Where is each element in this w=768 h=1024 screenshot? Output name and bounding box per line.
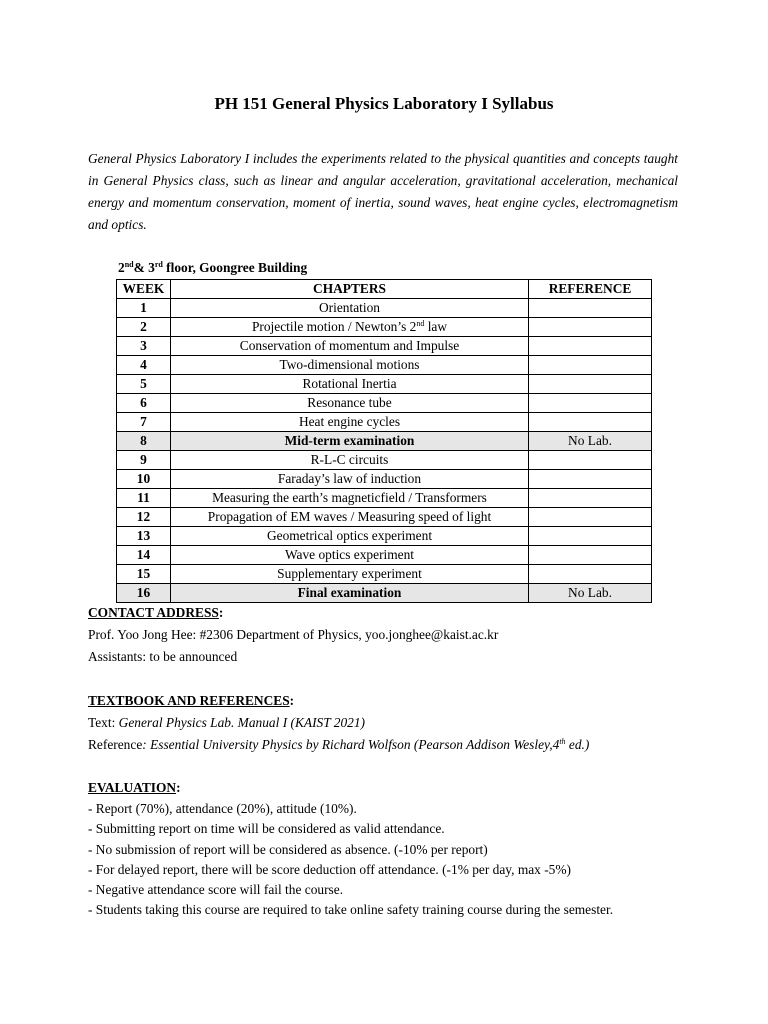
textbook-reference-sup: th: [559, 737, 566, 746]
reference-cell: [529, 299, 652, 318]
chapter-cell: Faraday’s law of induction: [171, 470, 529, 489]
week-cell: 2: [117, 318, 171, 337]
reference-cell: [529, 337, 652, 356]
chapter-cell: Wave optics experiment: [171, 546, 529, 565]
header-week: WEEK: [117, 280, 171, 299]
textbook-reference-label: Reference: [88, 737, 143, 752]
table-row: [117, 413, 652, 432]
week-cell: 3: [117, 337, 171, 356]
week-cell: 13: [117, 527, 171, 546]
intro-paragraph: General Physics Laboratory I includes the experiments related to the physical quantities and concepts taught in General Physics class, such as linear and angular acceleration, gravitational acceleration, mechanical energy and momentum conservation, moment of inertia, sound waves, heat engine cycles, electromagnetism and optics.: [88, 151, 678, 232]
table-row: [117, 432, 652, 451]
reference-cell: [529, 470, 652, 489]
chapter-cell: Rotational Inertia: [171, 375, 529, 394]
evaluation-heading: [88, 777, 678, 799]
schedule-header-row: [117, 280, 652, 299]
chapter-cell: Propagation of EM waves / Measuring speed of light: [171, 508, 529, 527]
table-row: [117, 584, 652, 603]
week-cell: 11: [117, 489, 171, 508]
textbook-heading-colon: :: [289, 693, 295, 708]
chapter-cell: Mid-term examination: [171, 432, 529, 451]
location-rest: floor, Goongree Building: [162, 260, 308, 275]
location-label: [118, 259, 307, 277]
week-cell: 12: [117, 508, 171, 527]
textbook-section: [88, 690, 678, 756]
contact-professor: Prof. Yoo Jong Hee: #2306 Department of Physics, yoo.jonghee@kaist.ac.kr: [88, 627, 499, 642]
location-floor-1: 2: [118, 260, 125, 275]
evaluation-heading-text: EVALUATION: [88, 780, 177, 795]
table-row: [117, 394, 652, 413]
reference-cell: [529, 451, 652, 470]
reference-cell: No Lab.: [529, 432, 652, 451]
week-cell: 8: [117, 432, 171, 451]
evaluation-item: - For delayed report, there will be score deduction off attendance. (-1% per day, max -5%): [88, 861, 571, 877]
table-row: [117, 527, 652, 546]
schedule-body: [117, 299, 652, 603]
reference-cell: [529, 565, 652, 584]
evaluation-item: - No submission of report will be considered as absence. (-10% per report): [88, 841, 488, 857]
chapter-text: Projectile motion / Newton’s 2: [251, 319, 417, 334]
reference-cell: [529, 508, 652, 527]
table-row: [117, 546, 652, 565]
table-row: [117, 318, 652, 337]
textbook-text-label: Text:: [88, 715, 119, 730]
chapter-cell: Supplementary experiment: [171, 565, 529, 584]
contact-heading-text: CONTACT ADDRESS: [88, 605, 219, 620]
textbook-text-value: General Physics Lab. Manual I (KAIST 2021): [118, 715, 366, 730]
table-row: [117, 451, 652, 470]
chapter-cell: Conservation of momentum and Impulse: [171, 337, 529, 356]
week-cell: 1: [117, 299, 171, 318]
chapter-cell: Resonance tube: [171, 394, 529, 413]
evaluation-item: - Submitting report on time will be considered as valid attendance.: [88, 821, 445, 837]
contact-section: [88, 602, 678, 668]
chapter-cell: Geometrical optics experiment: [171, 527, 529, 546]
textbook-heading-text: TEXTBOOK AND REFERENCES: [88, 693, 290, 708]
table-row: [117, 375, 652, 394]
textbook-text-line: [88, 712, 678, 734]
reference-cell: No Lab.: [529, 584, 652, 603]
reference-cell: [529, 527, 652, 546]
evaluation-item: - Students taking this course are required to take online safety training course during the semester.: [88, 902, 614, 918]
reference-cell: [529, 394, 652, 413]
table-row: [117, 565, 652, 584]
chapter-cell: Final examination: [171, 584, 529, 603]
evaluation-heading-colon: :: [176, 780, 181, 795]
reference-cell: [529, 318, 652, 337]
chapter-cell: R-L-C circuits: [171, 451, 529, 470]
header-reference: REFERENCE: [529, 280, 652, 299]
table-row: [117, 356, 652, 375]
week-cell: 6: [117, 394, 171, 413]
location-floor-2-sup: rd: [154, 260, 163, 269]
table-row: [117, 337, 652, 356]
chapter-cell: Orientation: [171, 299, 529, 318]
table-row: [117, 470, 652, 489]
contact-heading: [88, 602, 678, 624]
chapter-tail: law: [424, 319, 448, 334]
reference-cell: [529, 375, 652, 394]
reference-cell: [529, 356, 652, 375]
evaluation-section: [88, 777, 678, 921]
week-cell: 9: [117, 451, 171, 470]
textbook-reference-line: [88, 734, 678, 756]
reference-cell: [529, 413, 652, 432]
contact-assistants: Assistants: to be announced: [88, 649, 238, 664]
table-row: [117, 299, 652, 318]
chapter-sup: nd: [416, 319, 425, 328]
header-chapters: CHAPTERS: [171, 280, 529, 299]
textbook-reference-value: : Essential University Physics by Richard Wolfson (Pearson Addison Wesley,4: [142, 737, 560, 752]
table-row: [117, 489, 652, 508]
chapter-cell: Measuring the earth’s magneticfield / Transformers: [171, 489, 529, 508]
week-cell: 10: [117, 470, 171, 489]
week-cell: 16: [117, 584, 171, 603]
evaluation-item: - Report (70%), attendance (20%), attitude (10%).: [88, 801, 357, 816]
location-floor-1-sup: nd: [124, 260, 134, 269]
evaluation-item: - Negative attendance score will fail the course.: [88, 882, 344, 898]
week-cell: 14: [117, 546, 171, 565]
contact-heading-colon: :: [218, 605, 224, 620]
location-joiner: & 3: [133, 260, 155, 275]
page-title: PH 151 General Physics Laboratory I Syllabus: [214, 94, 554, 113]
chapter-cell: Heat engine cycles: [171, 413, 529, 432]
reference-cell: [529, 546, 652, 565]
week-cell: 7: [117, 413, 171, 432]
reference-cell: [529, 489, 652, 508]
chapter-cell: Two-dimensional motions: [171, 356, 529, 375]
textbook-heading: [88, 690, 678, 712]
week-cell: 4: [117, 356, 171, 375]
week-cell: 5: [117, 375, 171, 394]
week-cell: 15: [117, 565, 171, 584]
chapter-cell: [171, 318, 529, 337]
table-row: [117, 508, 652, 527]
textbook-reference-tail: ed.): [565, 737, 590, 752]
schedule-table: [116, 279, 652, 603]
